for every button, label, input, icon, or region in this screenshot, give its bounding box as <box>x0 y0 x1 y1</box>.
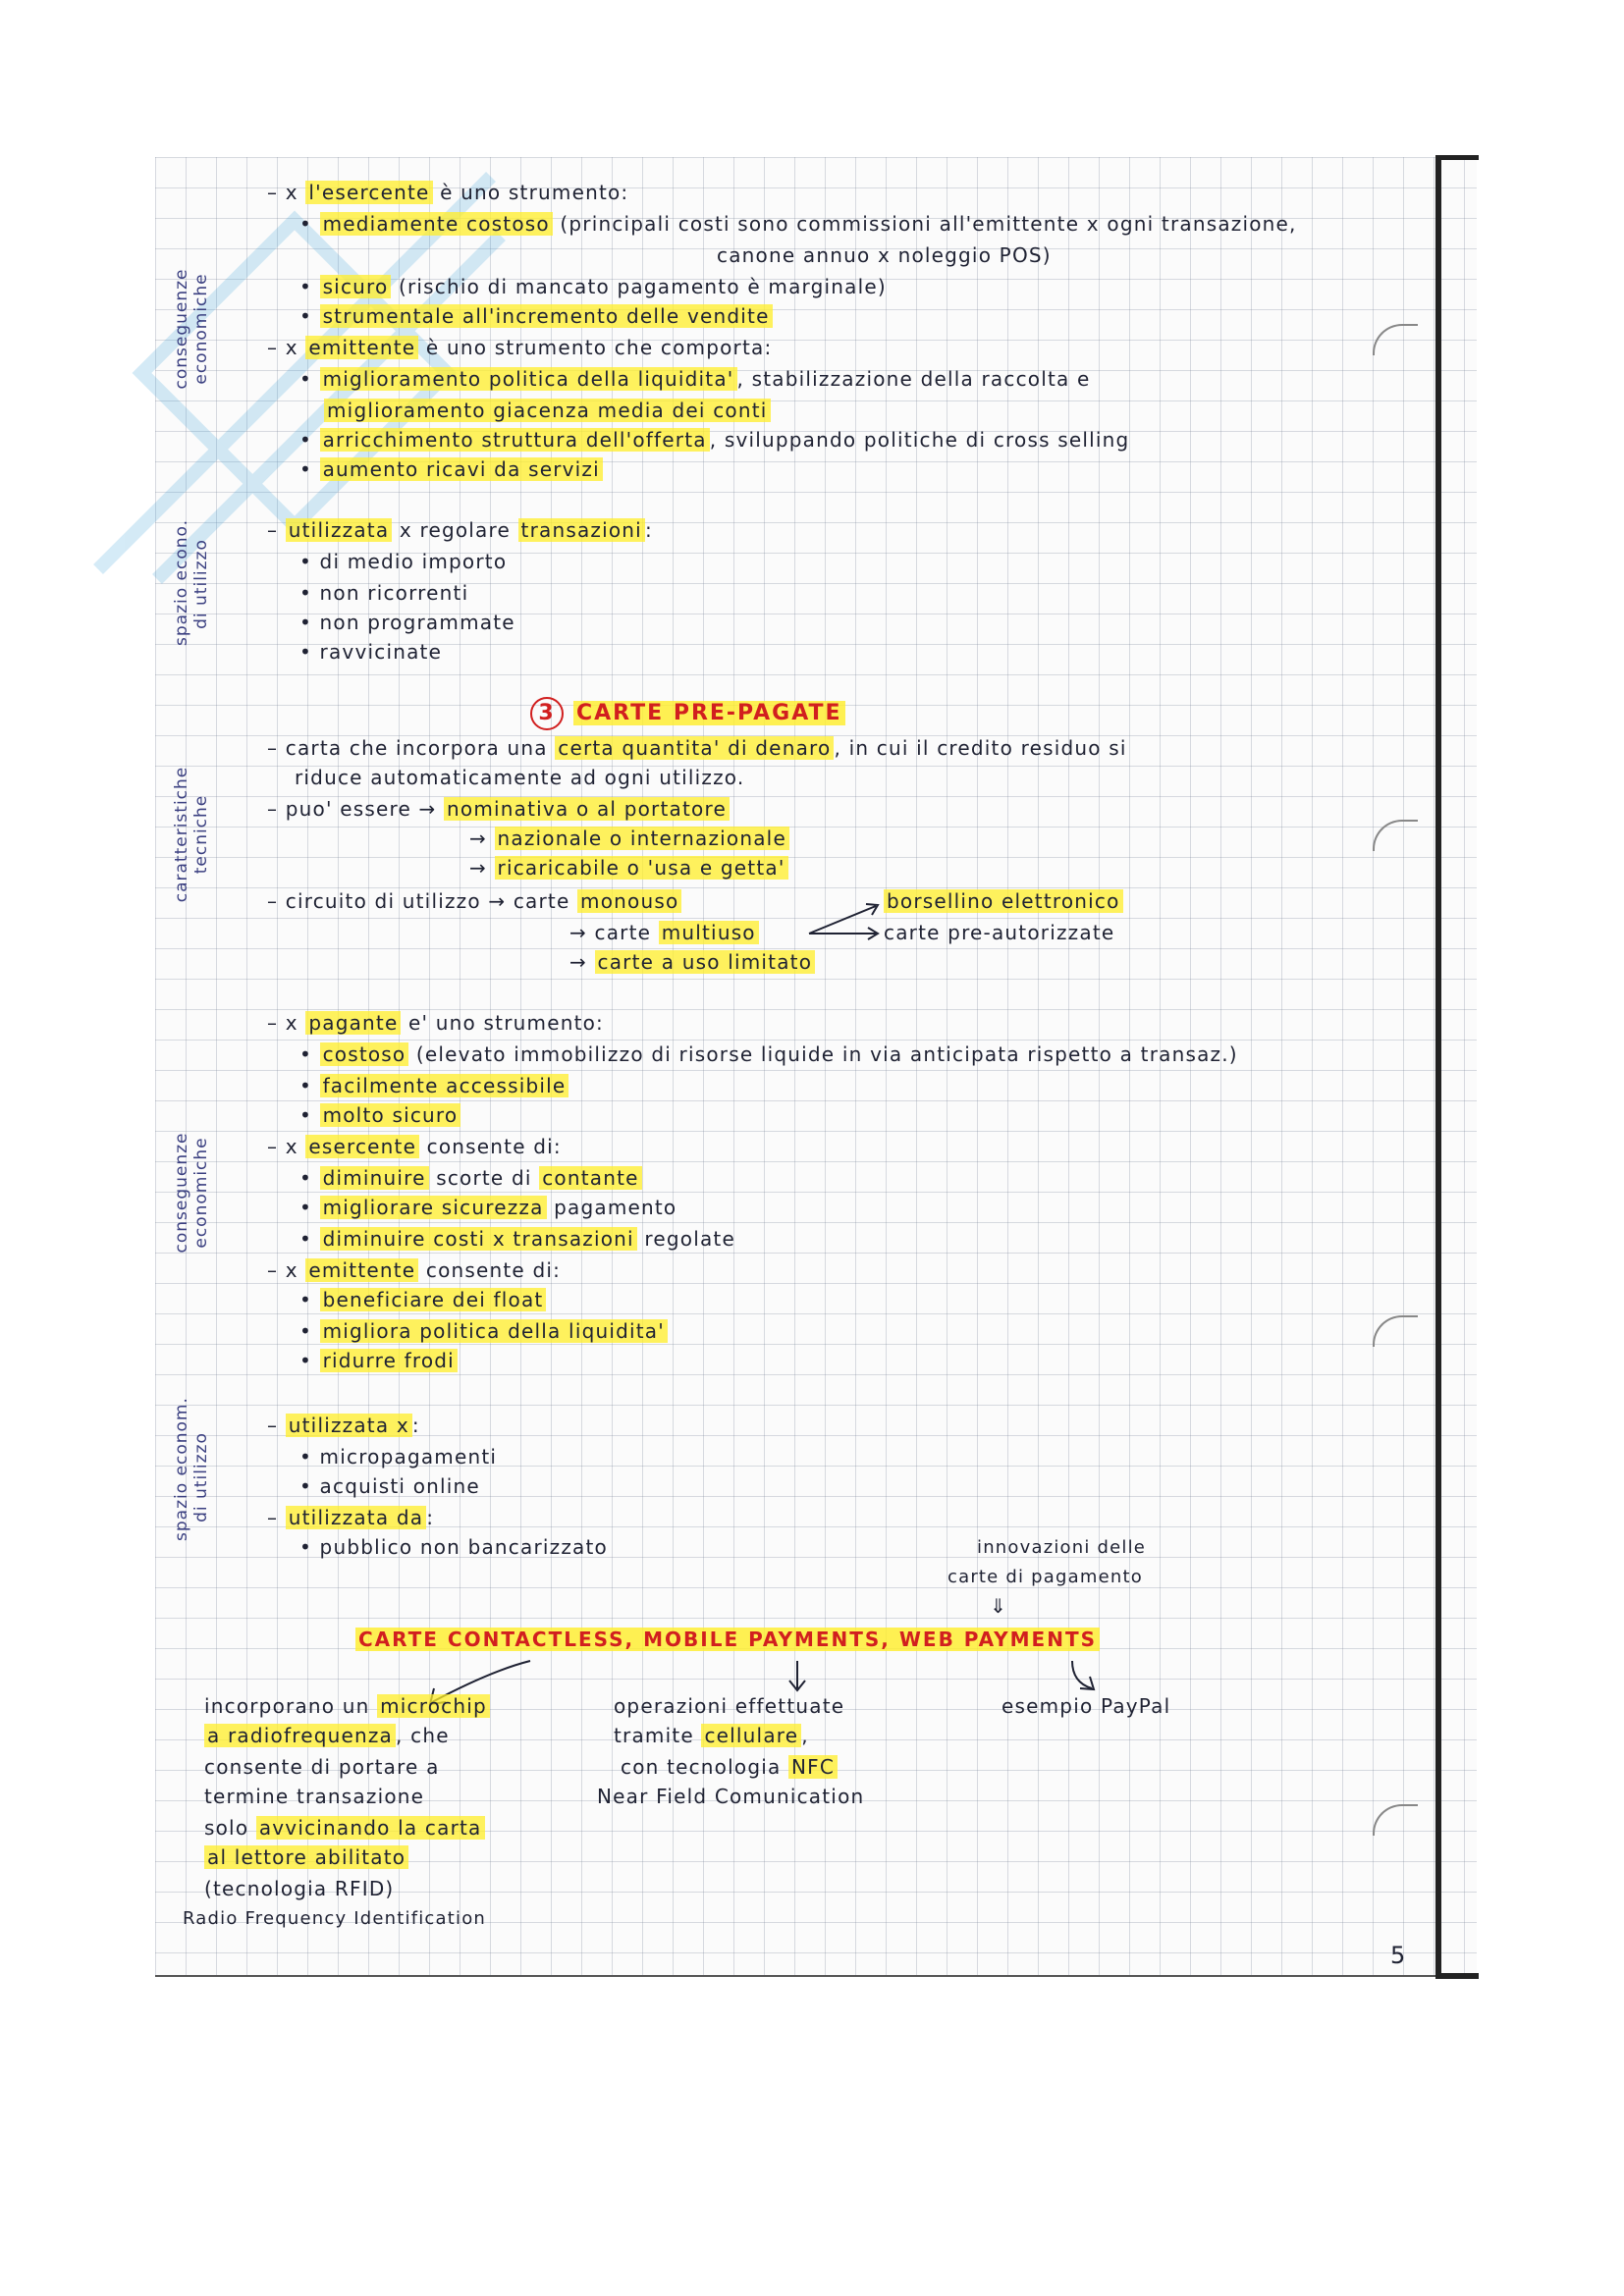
note-line: • diminuire scorte di contante <box>299 1166 642 1190</box>
list-item: • pubblico non bancarizzato <box>299 1535 608 1559</box>
page-corner-top <box>1435 155 1479 160</box>
note-line: al lettore abilitato <box>204 1845 408 1869</box>
note-line: • arricchimento struttura dell'offerta , sviluppando politiche di cross selling <box>299 428 1130 452</box>
note-line: • ridurre frodi <box>299 1349 458 1372</box>
note-line: • facilmente accessibile <box>299 1074 568 1097</box>
note-line: – circuito di utilizzo → carte monouso <box>267 889 681 913</box>
note-line: → nazionale o internazionale <box>469 827 789 850</box>
list-item: • di medio importo <box>299 550 508 573</box>
side-label: spazio econom. di utilizzo <box>172 1397 211 1541</box>
down-arrow-icon: ⇓ <box>990 1594 1007 1618</box>
note-line: – utilizzata x regolare transazioni : <box>267 518 653 542</box>
note-line: • aumento ricavi da servizi <box>299 457 603 481</box>
note-line: solo avvicinando la carta <box>204 1816 485 1840</box>
note-line: • strumentale all'incremento delle vendite <box>299 304 773 328</box>
note-line: – x l'esercente è uno strumento: <box>267 181 629 204</box>
note-line: • beneficiare dei float <box>299 1288 546 1311</box>
note-line: termine transazione <box>204 1785 425 1808</box>
note-line: • migliorare sicurezza pagamento <box>299 1196 677 1219</box>
note-line: – utilizzata x : <box>267 1414 420 1437</box>
list-item: • micropagamenti <box>299 1445 498 1468</box>
note-line: → carte a uso limitato <box>569 950 815 974</box>
note-line: (tecnologia RFID) <box>204 1877 395 1900</box>
note-line: con tecnologia NFC <box>621 1755 838 1779</box>
note-line: carte di pagamento <box>947 1567 1143 1587</box>
note-line: carte pre-autorizzate <box>884 921 1115 944</box>
side-label: conseguenze economiche <box>172 1132 211 1254</box>
note-line: – x emittente consente di: <box>267 1258 562 1282</box>
note-line: • diminuire costi x transazioni regolate <box>299 1227 735 1251</box>
note-line: tramite cellulare , <box>614 1724 809 1747</box>
note-line: – carta che incorpora una certa quantita' di denaro , in cui il credito residuo si <box>267 736 1127 760</box>
page-corner-bottom <box>1435 1973 1479 1979</box>
note-line: • miglioramento politica della liquidita' , stabilizzazione della raccolta e <box>299 367 1091 391</box>
list-item: • ravvicinate <box>299 640 443 664</box>
note-line: miglioramento giacenza media dei conti <box>324 399 771 422</box>
note-line: • migliora politica della liquidita' <box>299 1319 668 1343</box>
note-line: innovazioni delle <box>977 1537 1147 1558</box>
note-line: • molto sicuro <box>299 1103 460 1127</box>
note-line: canone annuo x noleggio POS) <box>717 243 1052 267</box>
section-title: 3 CARTE PRE-PAGATE <box>530 697 845 730</box>
list-item: • non ricorrenti <box>299 581 469 605</box>
note-line: → carte multiuso <box>569 921 759 944</box>
page-right-edge <box>1435 157 1441 1979</box>
note-line: Near Field Comunication <box>597 1785 865 1808</box>
side-label: conseguenze economiche <box>172 268 211 390</box>
list-item: • non programmate <box>299 611 515 634</box>
list-item: • acquisti online <box>299 1474 480 1498</box>
note-line: a radiofrequenza , che <box>204 1724 450 1747</box>
note-line: esempio PayPal <box>1001 1694 1171 1718</box>
note-line: – x pagante e' uno strumento: <box>267 1011 604 1035</box>
note-line: incorporano un microchip <box>204 1694 490 1718</box>
branch-arrows <box>805 898 884 947</box>
note-line: operazioni effettuate <box>614 1694 845 1718</box>
note-line: – utilizzata da : <box>267 1506 435 1529</box>
note-line: borsellino elettronico <box>884 889 1123 913</box>
note-line: Radio Frequency Identification <box>183 1908 487 1929</box>
note-line: riduce automaticamente ad ogni utilizzo. <box>295 766 745 789</box>
note-line: • costoso (elevato immobilizzo di risorse liquide in via anticipata rispetto a transaz.) <box>299 1042 1238 1066</box>
note-line: • sicuro (rischio di mancato pagamento è marginale) <box>299 275 887 298</box>
note-line: • mediamente costoso (principali costi sono commissioni all'emittente x ogni transazione, <box>299 212 1297 236</box>
side-label: spazio econo. di utilizzo <box>172 518 211 646</box>
note-line: consente di portare a <box>204 1755 440 1779</box>
note-line: – x emittente è uno strumento che comporta: <box>267 336 773 359</box>
page-number: 5 <box>1390 1942 1406 1969</box>
note-line: – puo' essere → nominativa o al portatore <box>267 797 730 821</box>
note-line: – x esercente consente di: <box>267 1135 562 1158</box>
note-line: → ricaricabile o 'usa e getta' <box>469 856 788 880</box>
contactless-title: CARTE CONTACTLESS, MOBILE PAYMENTS, WEB PAYMENTS <box>355 1628 1100 1651</box>
page-bottom-edge <box>155 1975 1437 1977</box>
side-label: caratteristiche tecniche <box>172 766 211 903</box>
